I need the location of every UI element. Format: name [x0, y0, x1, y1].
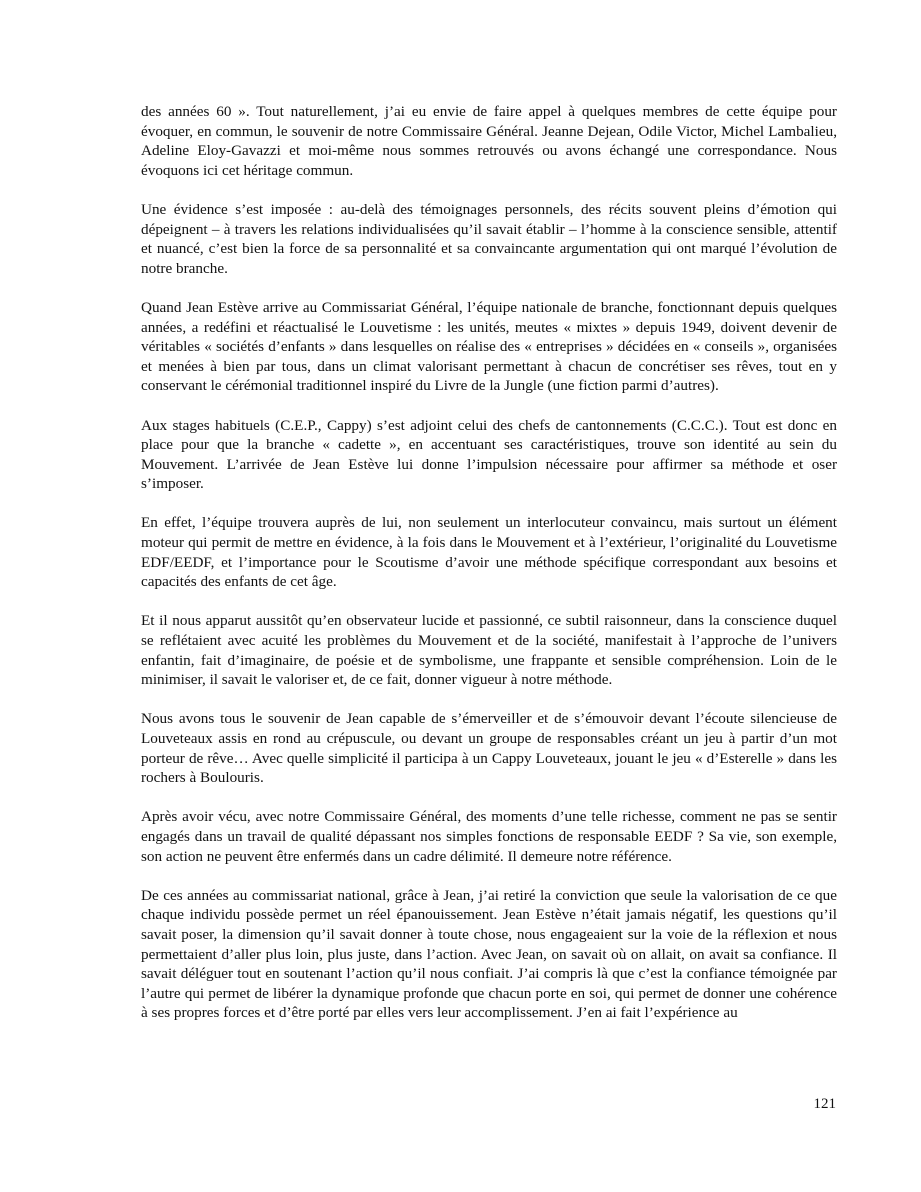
body-text — [141, 102, 837, 1043]
paragraph: Nous avons tous le souvenir de Jean capable de s’émerveiller et de s’émouvoir devant l’écoute silencieuse de Louveteaux assis en rond au crépuscule, ou devant un groupe de responsables créant un jeu à partir d’un mot porteur de rêve… Avec quelle simplicité il participa à un Cappy Louveteaux, jouant le jeu « d’Esterelle » dans les rochers à Boulouris. — [141, 710, 837, 787]
paragraph: Aux stages habituels (C.E.P., Cappy) s’est adjoint celui des chefs de cantonnements (C.C.C.). Tout est donc en place pour que la branche « cadette », en accentuant ses caractéristiques, trouve son identité au sein du Mouvement. L’arrivée de Jean Estève lui donne l’impulsion nécessaire pour affirmer sa méthode et oser s’imposer. — [141, 416, 837, 493]
paragraph: Après avoir vécu, avec notre Commissaire Général, des moments d’une telle richesse, comment ne pas se sentir engagés dans un travail de qualité dépassant nos simples fonctions de responsable EEDF ? Sa vie, son exemple, son action ne peuvent être enfermés dans un cadre délimité. Il demeure notre référence. — [141, 808, 837, 865]
paragraph: Une évidence s’est imposée : au-delà des témoignages personnels, des récits souvent pleins d’émotion qui dépeignent – à travers les relations individualisées qu’il savait établir – l’homme à la conscience sensible, attentif et nuancé, c’est bien la force de sa personnalité et sa convaincante argumentation qui ont marqué l’évolution de notre branche. — [141, 200, 837, 277]
page-number: 121 — [813, 1096, 836, 1112]
paragraph: des années 60 ». Tout naturellement, j’ai eu envie de faire appel à quelques membres de cette équipe pour évoquer, en commun, le souvenir de notre Commissaire Général. Jeanne Dejean, Odile Victor, Michel Lambalieu, Adeline Eloy-Gavazzi et moi-même nous sommes retrouvés ou avons échangé une correspondance. Nous évoquons ici cet héritage commun. — [141, 103, 837, 179]
paragraph: En effet, l’équipe trouvera auprès de lui, non seulement un interlocuteur convaincu, mais surtout un élément moteur qui permit de mettre en évidence, à la fois dans le Mouvement et à l’extérieur, l’originalité du Louvetisme EDF/EEDF, et l’importance pour le Scoutisme d’avoir une méthode spécifique correspondant aux besoins et capacités des enfants de cet âge. — [141, 514, 837, 591]
paragraph: De ces années au commissariat national, grâce à Jean, j’ai retiré la conviction que seule la valorisation de ce que chaque individu possède permet un réel épanouissement. Jean Estève n’était jamais négatif, les questions qu’il savait poser, la dimension qu’il savait donner à toute chose, nous engageaient sur la voie de la réflexion et nous permettaient d’aller plus loin, plus juste, dans l’action. Avec Jean, on savait où on allait, on avait sa confiance. Il savait déléguer tout en soutenant l’action qu’il nous confiait. J’ai compris là que c’est la confiance témoignée par l’autre qui permet de libérer la dynamique profonde que chacun porte en soi, qui permet de donner une cohérence à ses propres forces et d’être porté par elles vers leur accomplissement. J’en ai fait l’expérience au — [141, 886, 837, 1022]
paragraph: Et il nous apparut aussitôt qu’en observateur lucide et passionné, ce subtil raisonneur, dans la conscience duquel se reflétaient avec acuité les problèmes du Mouvement et de la société, manifestait à l’approche de l’univers enfantin, fait d’imaginaire, de poésie et de symbolisme, une frappante et sensible compréhension. Loin de le minimiser, il savait le valoriser et, de ce fait, donner vigueur à notre méthode. — [141, 612, 837, 689]
paragraph: Quand Jean Estève arrive au Commissariat Général, l’équipe nationale de branche, fonctionnant depuis quelques années, a redéfini et réactualisé le Louvetisme : les unités, meutes « mixtes » depuis 1949, doivent devenir de véritables « sociétés d’enfants » dans lesquelles on réalise des « entreprises » décidées en « conseils », organisées et menées à bien par tous, dans un climat valorisant permettant à chacun de concrétiser ses rêves, tout en y conservant le cérémonial traditionnel inspiré du Livre de la Jungle (une fiction parmi d’autres). — [141, 298, 837, 395]
